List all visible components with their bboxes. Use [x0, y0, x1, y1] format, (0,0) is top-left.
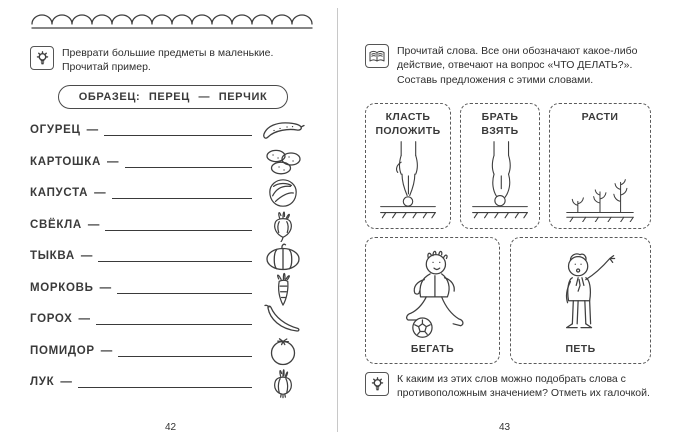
growing-plants-illustration [554, 125, 646, 222]
word-label: МОРКОВЬ [30, 281, 94, 294]
answer-blank [118, 345, 252, 357]
pumpkin-icon [252, 241, 314, 271]
answer-blank [78, 376, 252, 388]
word-label: КАПУСТА [30, 187, 89, 199]
card-word: ВЗЯТЬ [481, 124, 519, 137]
dash: — [99, 281, 112, 294]
card-label [375, 111, 440, 138]
answer-blank [98, 250, 252, 262]
word-row-beet [30, 210, 314, 240]
verb-cards-top [365, 103, 651, 229]
word-row-peas [30, 304, 314, 334]
verb-card-klast-polozhit [365, 103, 451, 229]
card-label [411, 343, 454, 357]
hand-taking-illustration [465, 138, 535, 222]
word-row-onion [30, 367, 314, 397]
card-word: ПЕТЬ [565, 343, 596, 356]
dash: — [60, 376, 72, 388]
answer-blank [125, 156, 252, 168]
task-box-read-words [365, 44, 653, 87]
word-row-tomato [30, 336, 314, 366]
word-label: ГОРОХ [30, 313, 73, 325]
pea-pod-icon [252, 303, 314, 335]
card-word: ПОЛОЖИТЬ [375, 124, 441, 137]
card-word: КЛАСТЬ [385, 111, 431, 123]
word-label: ПОМИДОР [30, 344, 95, 357]
carrot-icon [252, 269, 314, 307]
answer-blank [104, 124, 252, 136]
lightbulb-icon [365, 372, 389, 396]
card-word: РАСТИ [581, 111, 619, 123]
word-list [30, 115, 314, 397]
verb-card-rasti [549, 103, 651, 229]
lightbulb-icon [30, 46, 54, 70]
tomato-icon [252, 336, 314, 366]
word-label: КАРТОШКА [30, 155, 102, 168]
word-row-potato [30, 147, 314, 177]
word-row-carrot [30, 273, 314, 303]
card-word: БЕГАТЬ [410, 343, 455, 356]
example-box [58, 85, 288, 109]
card-label [565, 343, 595, 357]
card-label [481, 111, 518, 138]
card-label [582, 111, 619, 125]
task-text: Прочитай слова. Все они обозначают какое-либо действие, отвечают на вопрос «ЧТО ДЕЛАТЬ?». Составь предложения с этими словами. [397, 45, 638, 86]
task-text: К каким из этих слов можно подобрать слова с противоположным значением? Отметь их галочкой. [397, 373, 650, 400]
answer-blank [105, 219, 252, 231]
verb-cards-bottom [365, 237, 651, 364]
example-text: ОБРАЗЕЦ: ПЕРЕЦ — ПЕРЧИК [78, 91, 268, 103]
dash: — [107, 155, 119, 168]
running-boy-illustration [370, 245, 495, 343]
cabbage-icon [252, 177, 314, 209]
task-box-opposites [365, 372, 653, 401]
task-box-transform [30, 46, 316, 75]
dash: — [78, 313, 91, 325]
hand-putting-illustration [370, 138, 446, 222]
word-label: ОГУРЕЦ [30, 124, 81, 136]
word-row-cabbage [30, 178, 314, 208]
verb-card-pet [510, 237, 651, 364]
dash: — [86, 124, 99, 136]
page-number-right: 43 [499, 422, 511, 433]
cucumber-icon [252, 118, 314, 142]
answer-blank [117, 282, 252, 294]
page-number-left: 42 [165, 422, 177, 433]
beet-icon [252, 208, 314, 242]
verb-card-begat [365, 237, 500, 364]
book-icon [365, 44, 389, 68]
onion-icon [252, 364, 314, 400]
dash: — [100, 344, 113, 357]
word-label: ТЫКВА [30, 250, 75, 262]
answer-blank [112, 187, 252, 199]
dash: — [87, 218, 100, 231]
dash: — [80, 250, 93, 262]
card-word: БРАТЬ [481, 111, 519, 123]
word-row-cucumber [30, 115, 314, 145]
decorative-scallop-border [30, 5, 314, 31]
singing-man-illustration [515, 245, 646, 343]
potatoes-icon [252, 148, 314, 176]
word-row-pumpkin [30, 241, 314, 271]
task-text: Преврати большие предметы в маленькие. Прочитай пример. [62, 47, 274, 74]
word-label: СВЁКЛА [30, 218, 82, 231]
page-divider [337, 8, 338, 432]
word-label: ЛУК [30, 376, 55, 388]
answer-blank [96, 313, 252, 325]
dash: — [94, 187, 106, 199]
verb-card-brat-vzyat [460, 103, 540, 229]
